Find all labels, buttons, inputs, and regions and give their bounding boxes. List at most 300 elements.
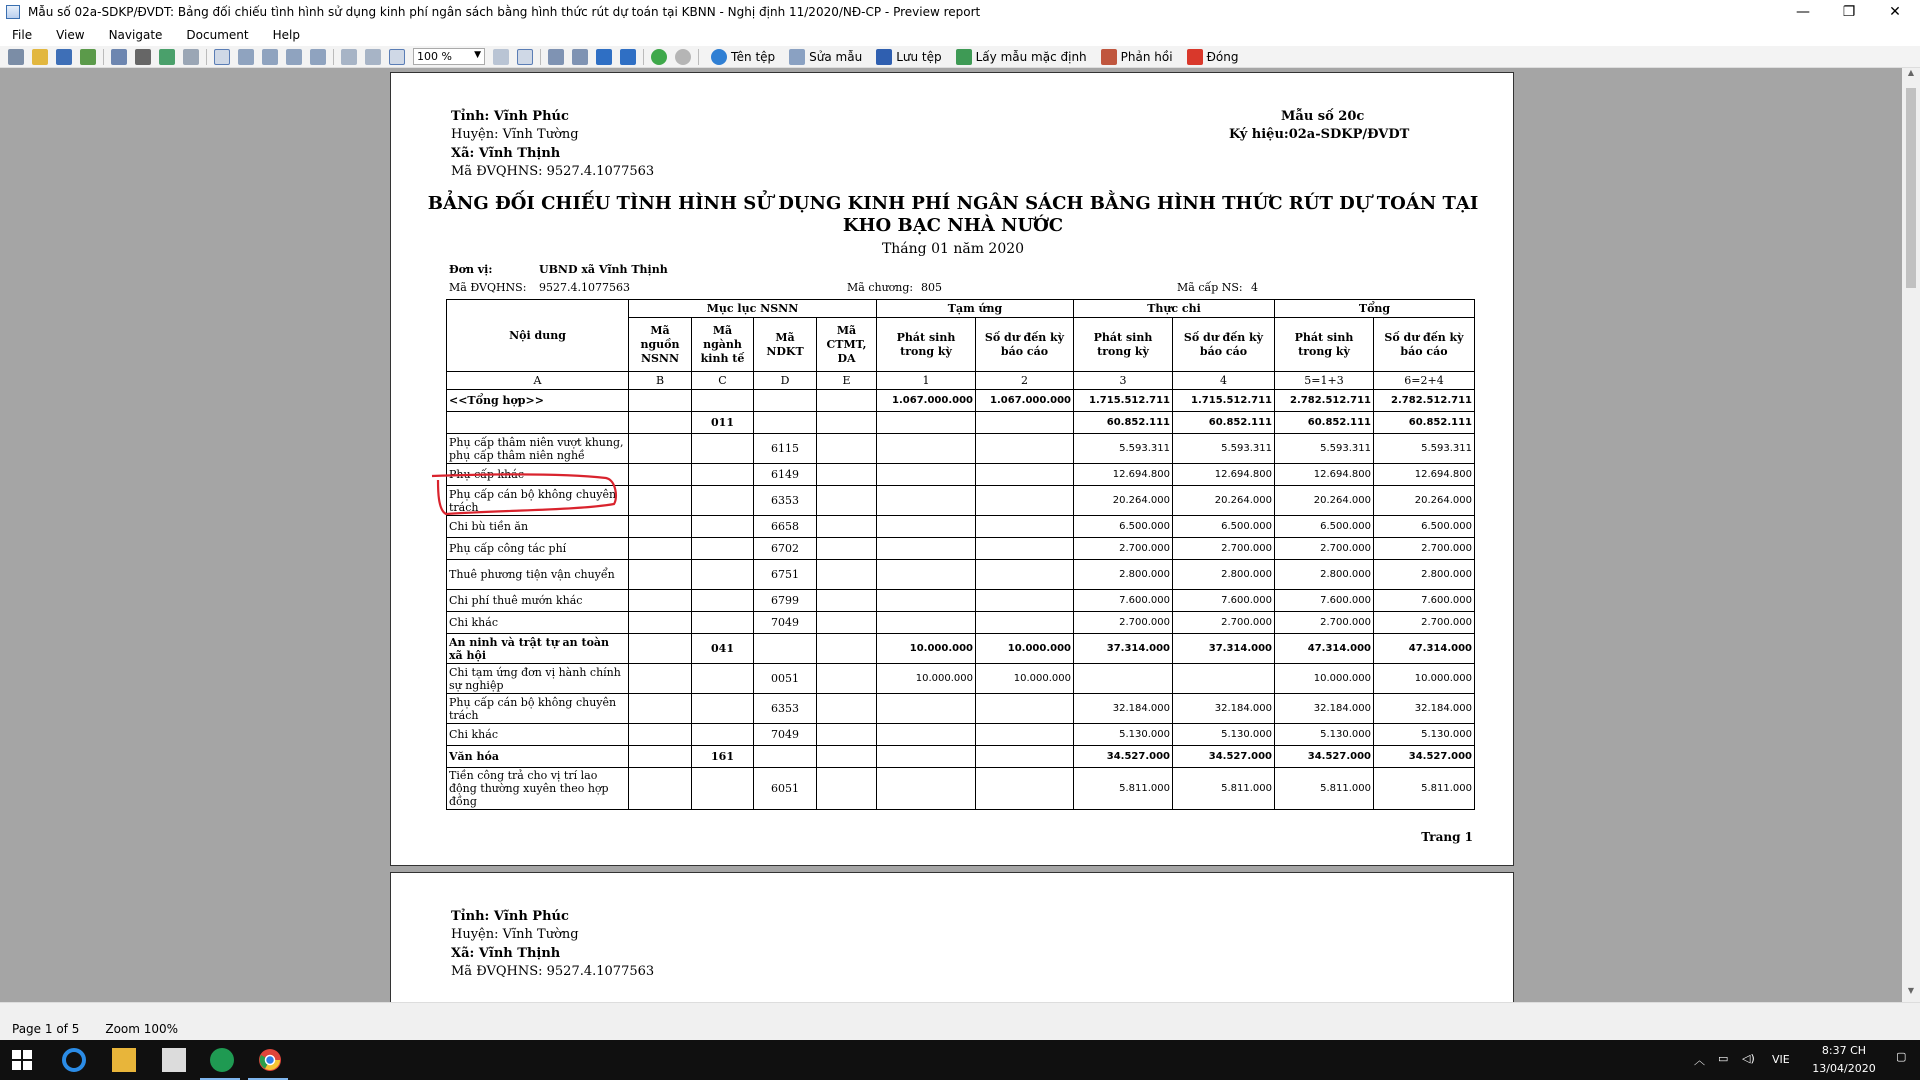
table-cell <box>817 694 877 724</box>
table-cell <box>976 560 1074 590</box>
table-cell: 1.067.000.000 <box>877 390 976 412</box>
table-cell <box>1173 664 1275 694</box>
default-template-label: Lấy mẫu mặc định <box>975 49 1087 64</box>
table-cell <box>877 434 976 464</box>
zoom-in-icon[interactable] <box>262 49 278 65</box>
table-cell: 011 <box>692 412 754 434</box>
app-icon <box>6 5 20 19</box>
form-symbol: Ký hiệu:02a-SDKP/ĐVDT <box>1229 127 1410 142</box>
table-cell: 6751 <box>754 560 817 590</box>
back-icon[interactable] <box>651 49 667 65</box>
table-cell <box>817 464 877 486</box>
table-cell <box>877 694 976 724</box>
table-cell <box>629 634 692 664</box>
minimize-button[interactable]: — <box>1796 4 1810 20</box>
form-number: Mẫu số 20c <box>1281 109 1365 124</box>
save-file-label: Lưu tệp <box>896 49 942 64</box>
table-cell: Văn hóa <box>447 746 629 768</box>
previous-page-icon[interactable] <box>572 49 588 65</box>
table-row <box>447 694 1475 724</box>
table-cell: 10.000.000 <box>1275 664 1374 694</box>
close-report-label: Đóng <box>1206 49 1239 64</box>
table-cell <box>976 746 1074 768</box>
status-bar <box>0 1018 1920 1040</box>
table-cell: 6.500.000 <box>1374 516 1475 538</box>
table-cell: 6702 <box>754 538 817 560</box>
whole-page-icon[interactable] <box>365 49 381 65</box>
misa-app-icon[interactable] <box>210 1048 234 1072</box>
file-name-button[interactable] <box>707 49 775 65</box>
table-cell <box>447 412 629 434</box>
table-cell: 7.600.000 <box>1074 590 1173 612</box>
table-row <box>447 486 1475 516</box>
table-cell <box>754 746 817 768</box>
column-code: 6=2+4 <box>1374 372 1475 390</box>
table-row <box>447 516 1475 538</box>
feedback-label: Phản hồi <box>1120 49 1173 64</box>
unit-code-label: Mã ĐVQHNS: 9527.4.1077563 <box>451 164 655 179</box>
volume-icon[interactable]: ◁) <box>1742 1052 1755 1065</box>
table-cell: 1.715.512.711 <box>1173 390 1275 412</box>
table-cell <box>817 590 877 612</box>
table-cell: <<Tổng hợp>> <box>447 390 629 412</box>
table-cell: 10.000.000 <box>1374 664 1475 694</box>
table-cell: 7.600.000 <box>1374 590 1475 612</box>
table-cell <box>629 694 692 724</box>
header-ma-ndkt: Mã NDKT <box>754 318 817 372</box>
table-cell: An ninh và trật tự an toàn xã hội <box>447 634 629 664</box>
table-cell: 37.314.000 <box>1074 634 1173 664</box>
language-indicator[interactable]: VIE <box>1772 1053 1790 1066</box>
table-cell <box>692 612 754 634</box>
forward-icon[interactable] <box>675 49 691 65</box>
chevron-down-icon: ▼ <box>474 50 481 60</box>
table-cell: 6799 <box>754 590 817 612</box>
table-cell: 60.852.111 <box>1275 412 1374 434</box>
commune-label: Xã: Vĩnh Thịnh <box>451 946 561 961</box>
table-cell: 2.700.000 <box>1275 538 1374 560</box>
table-row <box>447 464 1475 486</box>
table-cell <box>817 412 877 434</box>
edge-icon[interactable] <box>62 1048 86 1072</box>
header-muc-luc: Mục lục NSNN <box>629 300 877 318</box>
table-cell: 7.600.000 <box>1275 590 1374 612</box>
table-cell <box>877 486 976 516</box>
table-cell: Chi tạm ứng đơn vị hành chính sự nghiệp <box>447 664 629 694</box>
table-cell <box>692 464 754 486</box>
table-row <box>447 612 1475 634</box>
header-ma-ctmt: Mã CTMT, DA <box>817 318 877 372</box>
export-icon[interactable] <box>80 49 96 65</box>
table-cell <box>692 560 754 590</box>
table-cell <box>877 516 976 538</box>
window-title: Mẫu số 02a-SDKP/ĐVDT: Bảng đối chiếu tình hình sử dụng kinh phí ngân sách bằng hình thức rút dự toán tại KBNN - Nghị định 11/2020/NĐ-CP - Preview report <box>28 5 981 19</box>
table-cell <box>877 612 976 634</box>
table-cell <box>629 560 692 590</box>
vertical-scroll-thumb[interactable] <box>1906 88 1916 288</box>
ma-cap-label: Mã cấp NS: <box>1177 281 1243 294</box>
table-cell <box>629 590 692 612</box>
first-page-icon[interactable] <box>548 49 564 65</box>
table-cell: 34.527.000 <box>1275 746 1374 768</box>
edit-template-label: Sửa mẫu <box>809 49 863 64</box>
save-file-button[interactable] <box>872 49 941 65</box>
table-cell: 7.600.000 <box>1173 590 1275 612</box>
table-cell: Phụ cấp cán bộ không chuyên trách <box>447 694 629 724</box>
table-cell: 2.700.000 <box>1374 612 1475 634</box>
column-code: E <box>817 372 877 390</box>
table-cell: 60.852.111 <box>1074 412 1173 434</box>
header-thuc-chi: Thực chi <box>1074 300 1275 318</box>
table-cell: 5.593.311 <box>1374 434 1475 464</box>
header-tong: Tổng <box>1275 300 1475 318</box>
table-cell: Chi khác <box>447 612 629 634</box>
table-cell: 5.593.311 <box>1074 434 1173 464</box>
table-cell: 10.000.000 <box>976 634 1074 664</box>
table-cell: 5.811.000 <box>1374 768 1475 810</box>
don-vi-value: UBND xã Vĩnh Thịnh <box>539 263 668 276</box>
network-icon[interactable]: ▭ <box>1718 1052 1729 1065</box>
ma-chuong-value: 805 <box>921 281 942 294</box>
table-cell: 2.700.000 <box>1173 538 1275 560</box>
table-cell <box>976 694 1074 724</box>
restore-button[interactable]: ❐ <box>1842 4 1856 20</box>
header-thuc-chi-so-du: Số dư đến kỳ báo cáo <box>1173 318 1275 372</box>
table-cell: 47.314.000 <box>1275 634 1374 664</box>
table-cell: 10.000.000 <box>976 664 1074 694</box>
table-cell <box>877 560 976 590</box>
report-page-2 <box>390 872 1514 1002</box>
vertical-scrollbar[interactable] <box>1902 68 1920 1002</box>
table-cell: 2.800.000 <box>1173 560 1275 590</box>
table-cell: 12.694.800 <box>1275 464 1374 486</box>
table-cell <box>629 612 692 634</box>
header-ma-nganh: Mã ngành kinh tế <box>692 318 754 372</box>
table-cell <box>976 516 1074 538</box>
table-cell: Phụ cấp khác <box>447 464 629 486</box>
table-cell: 12.694.800 <box>1173 464 1275 486</box>
page-indicator[interactable]: Page 1 of 5 <box>12 1022 80 1036</box>
table-cell: Chi phí thuê mướn khác <box>447 590 629 612</box>
table-row <box>447 538 1475 560</box>
table-cell: 0051 <box>754 664 817 694</box>
table-cell: 161 <box>692 746 754 768</box>
table-cell <box>976 434 1074 464</box>
megaphone-icon <box>1101 49 1117 65</box>
close-report-button[interactable] <box>1183 49 1239 65</box>
table-cell <box>754 390 817 412</box>
table-cell: 5.593.311 <box>1275 434 1374 464</box>
table-cell <box>817 486 877 516</box>
table-cell <box>629 538 692 560</box>
table-cell: 6353 <box>754 694 817 724</box>
header-noi-dung: Nội dung <box>447 300 629 372</box>
table-cell: 34.527.000 <box>1374 746 1475 768</box>
refresh-icon[interactable] <box>159 49 175 65</box>
table-cell <box>976 768 1074 810</box>
table-cell: 2.782.512.711 <box>1374 390 1475 412</box>
table-cell <box>877 724 976 746</box>
district-label: Huyện: Vĩnh Tường <box>451 127 579 142</box>
print-icon[interactable] <box>8 49 24 65</box>
table-row <box>447 664 1475 694</box>
table-cell: 32.184.000 <box>1173 694 1275 724</box>
table-cell <box>877 590 976 612</box>
table-cell <box>817 538 877 560</box>
table-cell: 34.527.000 <box>1074 746 1173 768</box>
table-cell <box>692 486 754 516</box>
table-cell <box>1074 664 1173 694</box>
toolbar-separator <box>643 49 644 65</box>
edit-template-button[interactable] <box>785 49 862 65</box>
table-cell: 7049 <box>754 724 817 746</box>
table-cell <box>692 768 754 810</box>
close-button[interactable]: ✕ <box>1889 4 1901 20</box>
info-icon <box>711 49 727 65</box>
table-cell: 60.852.111 <box>1374 412 1475 434</box>
table-row <box>447 634 1475 664</box>
table-cell <box>817 724 877 746</box>
toolbar-separator <box>698 49 699 65</box>
table-cell: 6.500.000 <box>1074 516 1173 538</box>
table-cell: 7049 <box>754 612 817 634</box>
table-cell <box>976 724 1074 746</box>
zoom-out-icon[interactable] <box>286 49 302 65</box>
table-cell: 20.264.000 <box>1074 486 1173 516</box>
table-cell: 2.700.000 <box>1074 538 1173 560</box>
column-code: 2 <box>976 372 1074 390</box>
table-cell <box>629 746 692 768</box>
page-number-label: Trang 1 <box>1421 830 1473 844</box>
last-page-icon[interactable] <box>620 49 636 65</box>
table-cell: 2.782.512.711 <box>1275 390 1374 412</box>
table-cell <box>692 590 754 612</box>
table-cell <box>817 434 877 464</box>
zoom-indicator: Zoom 100% <box>105 1022 179 1036</box>
table-cell <box>629 724 692 746</box>
horizontal-scrollbar[interactable] <box>0 1002 1920 1018</box>
zoom-select[interactable] <box>413 48 485 65</box>
table-cell: 12.694.800 <box>1074 464 1173 486</box>
store-icon[interactable] <box>162 1048 186 1072</box>
column-code: 3 <box>1074 372 1173 390</box>
zoom-percent-icon[interactable] <box>389 49 405 65</box>
report-page-1 <box>390 72 1514 866</box>
table-row <box>447 434 1475 464</box>
table-cell: 2.700.000 <box>1275 612 1374 634</box>
menu-document[interactable]: Document <box>186 28 249 42</box>
table-cell: 20.264.000 <box>1374 486 1475 516</box>
header-tam-ung-phat-sinh: Phát sinh trong kỳ <box>877 318 976 372</box>
table-cell: 6658 <box>754 516 817 538</box>
feedback-button[interactable] <box>1097 49 1173 65</box>
table-cell: 20.264.000 <box>1173 486 1275 516</box>
table-cell: 5.130.000 <box>1275 724 1374 746</box>
table-cell <box>692 434 754 464</box>
toolbar-separator <box>540 49 541 65</box>
district-label: Huyện: Vĩnh Tường <box>451 927 579 942</box>
header-thuc-chi-phat-sinh: Phát sinh trong kỳ <box>1074 318 1173 372</box>
default-template-button[interactable] <box>952 49 1087 65</box>
undo-icon <box>956 49 972 65</box>
single-page-icon[interactable] <box>493 49 509 65</box>
table-cell: Phụ cấp công tác phí <box>447 538 629 560</box>
table-cell <box>692 538 754 560</box>
table-cell: 5.811.000 <box>1074 768 1173 810</box>
don-vi-label: Đơn vị: <box>449 263 493 276</box>
table-cell: 1.715.512.711 <box>1074 390 1173 412</box>
table-cell <box>692 390 754 412</box>
table-cell <box>976 612 1074 634</box>
page-width-icon[interactable] <box>341 49 357 65</box>
table-cell: 2.700.000 <box>1374 538 1475 560</box>
province-label: Tỉnh: Vĩnh Phúc <box>451 109 569 124</box>
table-cell: 32.184.000 <box>1374 694 1475 724</box>
table-cell <box>877 768 976 810</box>
power-icon <box>1187 49 1203 65</box>
table-cell <box>629 486 692 516</box>
report-title-line2: KHO BẠC NHÀ NƯỚC <box>842 215 1064 236</box>
table-cell <box>976 590 1074 612</box>
table-cell: Phụ cấp thâm niên vượt khung, phụ cấp thâm niên nghề <box>447 434 629 464</box>
table-cell: Chi khác <box>447 724 629 746</box>
table-cell: Tiền công trả cho vị trí lao động thường xuyên theo hợp đồng <box>447 768 629 810</box>
page-setup-icon[interactable] <box>111 49 127 65</box>
table-row <box>447 768 1475 810</box>
table-cell: 2.800.000 <box>1275 560 1374 590</box>
chrome-icon[interactable] <box>258 1048 282 1072</box>
save-icon[interactable] <box>56 49 72 65</box>
table-cell <box>976 464 1074 486</box>
clock-time[interactable]: 8:37 CH <box>1821 1044 1867 1057</box>
table-cell <box>976 412 1074 434</box>
table-cell: 041 <box>692 634 754 664</box>
table-cell: Chi bù tiền ăn <box>447 516 629 538</box>
menu-navigate[interactable]: Navigate <box>108 28 163 42</box>
report-table-body <box>447 390 1475 810</box>
table-cell <box>629 768 692 810</box>
table-cell: 5.811.000 <box>1173 768 1275 810</box>
table-cell <box>817 560 877 590</box>
magnifier-icon[interactable] <box>238 49 254 65</box>
menu-view[interactable]: View <box>56 28 85 42</box>
table-row <box>447 590 1475 612</box>
table-cell: 5.130.000 <box>1374 724 1475 746</box>
table-cell: 2.700.000 <box>1173 612 1275 634</box>
table-cell: 6353 <box>754 486 817 516</box>
next-page-icon[interactable] <box>596 49 612 65</box>
report-viewport[interactable] <box>0 68 1902 1002</box>
table-cell <box>692 724 754 746</box>
table-row <box>447 560 1475 590</box>
table-cell <box>692 664 754 694</box>
table-cell: Thuê phương tiện vận chuyển <box>447 560 629 590</box>
unit-code-label: Mã ĐVQHNS: 9527.4.1077563 <box>451 964 655 979</box>
table-cell <box>877 538 976 560</box>
clock-date[interactable]: 13/04/2020 <box>1812 1062 1876 1075</box>
column-code: 4 <box>1173 372 1275 390</box>
table-cell: 6.500.000 <box>1275 516 1374 538</box>
table-cell <box>877 464 976 486</box>
notification-icon[interactable]: ▢ <box>1896 1050 1907 1063</box>
toolbar-separator <box>333 49 334 65</box>
open-icon[interactable] <box>32 49 48 65</box>
table-cell: 6149 <box>754 464 817 486</box>
column-code: D <box>754 372 817 390</box>
table-cell: 2.800.000 <box>1374 560 1475 590</box>
table-cell <box>817 664 877 694</box>
file-explorer-icon[interactable] <box>112 1048 136 1072</box>
table-cell <box>817 768 877 810</box>
table-cell <box>877 412 976 434</box>
find-icon[interactable] <box>135 49 151 65</box>
table-row <box>447 746 1475 768</box>
table-cell: 2.800.000 <box>1074 560 1173 590</box>
table-cell <box>976 486 1074 516</box>
table-cell: 32.184.000 <box>1074 694 1173 724</box>
floppy-icon <box>876 49 892 65</box>
column-code: B <box>629 372 692 390</box>
table-cell: 10.000.000 <box>877 634 976 664</box>
column-code: 1 <box>877 372 976 390</box>
windows-start-icon[interactable] <box>12 1050 32 1070</box>
table-row <box>447 412 1475 434</box>
ma-dvqhns-value: 9527.4.1077563 <box>539 281 630 294</box>
table-cell: 20.264.000 <box>1275 486 1374 516</box>
column-code: 5=1+3 <box>1275 372 1374 390</box>
table-cell <box>692 694 754 724</box>
toolbar-separator <box>206 49 207 65</box>
table-cell <box>629 516 692 538</box>
report-period: Tháng 01 năm 2020 <box>881 241 1025 257</box>
zoom-fit-icon[interactable] <box>310 49 326 65</box>
scroll-up-icon[interactable]: ▲ <box>1907 68 1915 77</box>
table-cell <box>692 516 754 538</box>
table-cell <box>877 746 976 768</box>
file-name-label: Tên tệp <box>731 49 776 64</box>
column-code: C <box>692 372 754 390</box>
header-tam-ung-so-du: Số dư đến kỳ báo cáo <box>976 318 1074 372</box>
report-table <box>446 299 1475 810</box>
ma-chuong-label: Mã chương: <box>847 281 914 294</box>
zoom-select-value: 100 % <box>417 50 452 63</box>
table-row <box>447 724 1475 746</box>
windows-taskbar <box>0 1040 1920 1080</box>
table-cell <box>817 634 877 664</box>
table-cell <box>817 390 877 412</box>
menu-file[interactable]: File <box>12 28 33 42</box>
table-cell: 5.130.000 <box>1074 724 1173 746</box>
column-code: A <box>447 372 629 390</box>
tray-chevron-icon[interactable]: ︿ <box>1694 1054 1705 1067</box>
table-cell <box>817 746 877 768</box>
ma-dvqhns-label: Mã ĐVQHNS: <box>449 281 527 294</box>
menu-help[interactable]: Help <box>272 28 300 42</box>
province-label: Tỉnh: Vĩnh Phúc <box>451 909 569 924</box>
multi-page-icon[interactable] <box>517 49 533 65</box>
hand-tool-icon[interactable] <box>214 49 230 65</box>
thumbnails-icon[interactable] <box>183 49 199 65</box>
table-cell <box>629 664 692 694</box>
table-cell: 10.000.000 <box>877 664 976 694</box>
table-cell <box>629 412 692 434</box>
scroll-down-icon[interactable]: ▼ <box>1907 986 1915 995</box>
header-tam-ung: Tạm ứng <box>877 300 1074 318</box>
table-cell: 6115 <box>754 434 817 464</box>
table-cell: 5.593.311 <box>1173 434 1275 464</box>
table-cell: 47.314.000 <box>1374 634 1475 664</box>
table-cell <box>629 464 692 486</box>
